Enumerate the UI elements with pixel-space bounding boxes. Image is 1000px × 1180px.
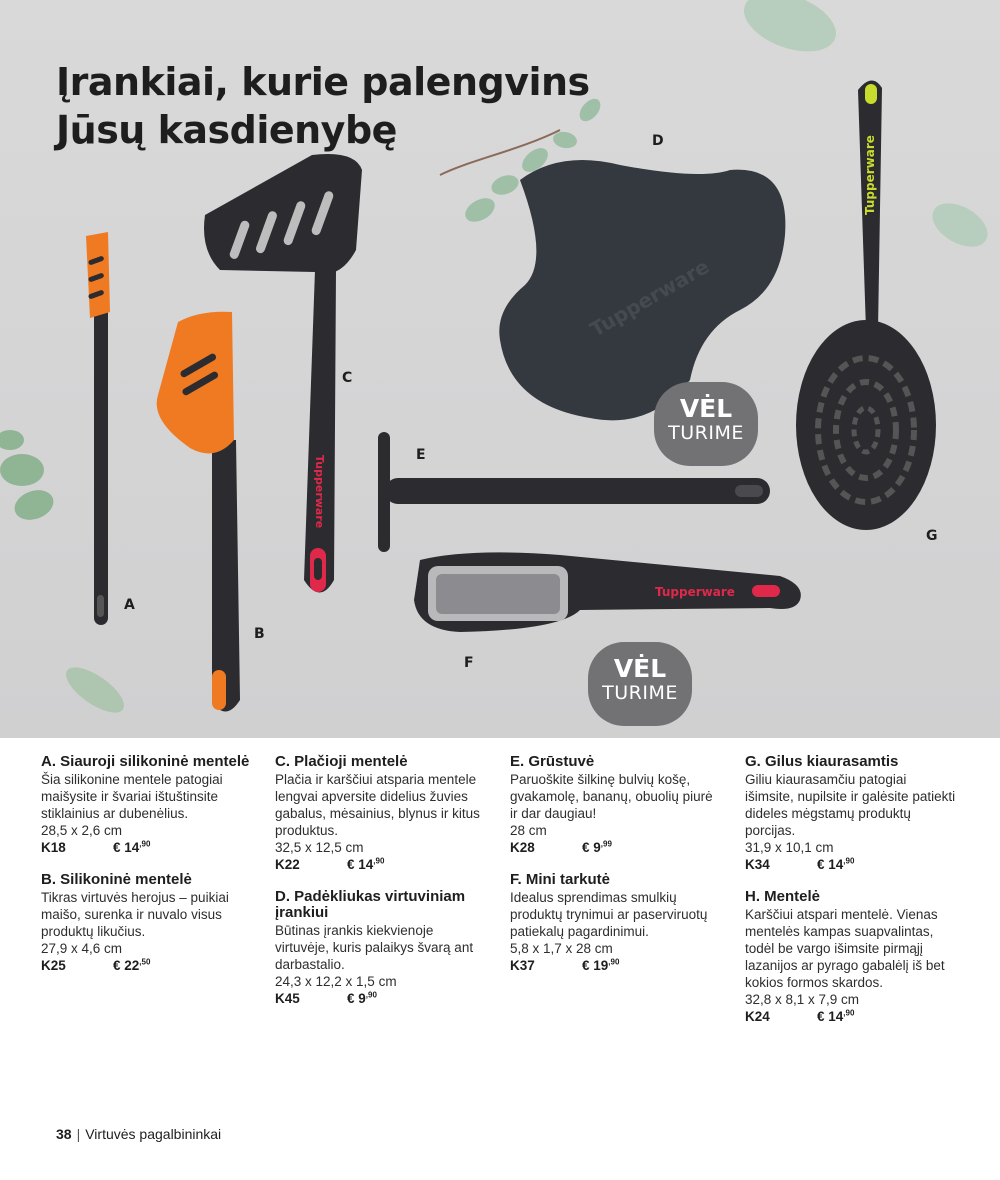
- back-in-stock-badge: [654, 382, 758, 466]
- product-title: D. Padėkliukas virtuviniam įrankiui: [275, 888, 466, 921]
- product-column-2: [275, 754, 487, 1023]
- product-code: K24: [745, 1009, 770, 1024]
- leaf-decoration-left: [0, 430, 58, 525]
- product-price: € $14^{,90}$: [113, 839, 151, 855]
- price-row: [510, 957, 722, 974]
- product-code: K28: [510, 840, 535, 855]
- product-description: Tikras virtuvės herojus – puikiai maišo, surenka ir nuvalo visus produktų likučius.: [41, 890, 229, 939]
- label-e: E: [416, 447, 426, 463]
- product-price: € $9^{,99}$: [582, 839, 612, 855]
- product-description: Giliu kiaurasamčiu patogiai išimsite, nupilsite ir galėsite patiekti dideles mėgstamų produktų porcijas.: [745, 772, 956, 838]
- svg-text:Tupperware: Tupperware: [655, 585, 735, 599]
- label-c: C: [342, 370, 353, 386]
- product-dimensions: 5,8 x 1,7 x 28 cm: [510, 941, 613, 956]
- product-g: [745, 754, 957, 873]
- product-title: B. Silikoninė mentelė: [41, 871, 192, 888]
- product-price: € $19^{,90}$: [582, 957, 620, 973]
- label-b: B: [254, 626, 265, 642]
- product-title: C. Plačioji mentelė: [275, 753, 408, 770]
- product-e: [510, 754, 722, 856]
- product-title: E. Grūstuvė: [510, 753, 595, 770]
- price-row: [41, 957, 253, 974]
- product-description: Idealus sprendimas smulkių produktų trynimui ar paserviruotų patiekalų pagardinimui.: [510, 890, 708, 939]
- product-description: Plačia ir karščiui atsparia mentele lengvai apversite didelius žuvies gabalus, mėsainius, blynus ir kitus produktus.: [275, 772, 480, 838]
- product-description: Šia silikonine mentele patogiai maišysite ir švariai ištuštinsite stiklainius ar dubenėlius.: [41, 772, 223, 821]
- leaf-decoration-bottom: [59, 659, 131, 721]
- product-column-3: [510, 754, 722, 990]
- deep-skimmer-image: [796, 80, 936, 530]
- product-description: Paruoškite šilkinę bulvių košę, gvakamolę, bananų, obuolių piurė ir dar daugiau!: [510, 772, 713, 821]
- price-row: [275, 856, 487, 873]
- label-a: A: [124, 597, 135, 613]
- page-footer: [56, 1126, 221, 1142]
- product-f: [510, 872, 722, 974]
- badge-line2: TURIME: [602, 682, 678, 704]
- svg-text:Tupperware: Tupperware: [585, 254, 714, 342]
- product-title: H. Mentelė: [745, 888, 821, 905]
- price-row: [510, 839, 722, 856]
- svg-text:Tupperware: Tupperware: [313, 455, 326, 529]
- product-code: K25: [41, 958, 66, 973]
- footer-separator: |: [76, 1126, 81, 1142]
- product-price: € $14^{,90}$: [817, 1008, 855, 1024]
- product-title: A. Siauroji silikoninė mentelė: [41, 753, 250, 770]
- price-row: [745, 856, 957, 873]
- product-price: € $9^{,90}$: [347, 990, 377, 1006]
- page-number: 38: [56, 1126, 72, 1142]
- badge-line1: VĖL: [613, 654, 667, 683]
- product-title: F. Mini tarkutė: [510, 871, 611, 888]
- narrow-spatula-image: [86, 232, 110, 625]
- page-title: [56, 58, 590, 154]
- mini-grater-image: [414, 552, 801, 632]
- section-name: Virtuvės pagalbininkai: [85, 1126, 222, 1142]
- price-row: [275, 990, 487, 1007]
- product-code: K34: [745, 857, 770, 872]
- product-dimensions: 32,8 x 8,1 x 7,9 cm: [745, 992, 860, 1007]
- label-g: G: [926, 528, 938, 544]
- silicone-spatula-image: [157, 312, 240, 712]
- price-row: [41, 839, 253, 856]
- product-code: K45: [275, 991, 300, 1006]
- product-column-4: [745, 754, 957, 1041]
- product-price: € $14^{,90}$: [817, 856, 855, 872]
- product-title: G. Gilus kiaurasamtis: [745, 753, 899, 770]
- product-a: [41, 754, 253, 856]
- badge-line2: TURIME: [668, 422, 744, 444]
- product-dimensions: 28 cm: [510, 823, 547, 838]
- product-dimensions: 27,9 x 4,6 cm: [41, 941, 123, 956]
- product-code: K18: [41, 840, 66, 855]
- product-price: € $14^{,90}$: [347, 856, 385, 872]
- product-h: [745, 889, 957, 1025]
- product-dimensions: 24,3 x 12,2 x 1,5 cm: [275, 974, 397, 989]
- label-d: D: [652, 133, 664, 149]
- product-dimensions: 28,5 x 2,6 cm: [41, 823, 123, 838]
- product-b: [41, 872, 253, 974]
- product-column-1: [41, 754, 253, 990]
- product-code: K37: [510, 958, 535, 973]
- svg-text:Tupperware: Tupperware: [863, 135, 877, 215]
- product-price: € $22^{,50}$: [113, 957, 151, 973]
- page-title-line2: Jūsų kasdienybę: [56, 108, 397, 152]
- product-c: [275, 754, 487, 873]
- product-code: K22: [275, 857, 300, 872]
- badge-line1: VĖL: [679, 394, 733, 423]
- label-f: F: [464, 655, 474, 671]
- price-row: [745, 1008, 957, 1025]
- page-title-line1: Įrankiai, kurie palengvins: [56, 60, 590, 104]
- product-dimensions: 32,5 x 12,5 cm: [275, 840, 364, 855]
- product-description: Karščiui atspari mentelė. Vienas mentelės kampas suapvalintas, todėl be vargo išimsite pirmąjį lazanijos ar pyrago gabalėlį iš bet kokios formos skardos.: [745, 907, 945, 990]
- utensil-rest-image: [499, 160, 785, 423]
- product-description: Būtinas įrankis kiekvienoje virtuvėje, kuris palaikys švarą ant darbastalio.: [275, 923, 474, 972]
- back-in-stock-badge: [588, 642, 692, 726]
- product-dimensions: 31,9 x 10,1 cm: [745, 840, 834, 855]
- product-d: [275, 889, 487, 1007]
